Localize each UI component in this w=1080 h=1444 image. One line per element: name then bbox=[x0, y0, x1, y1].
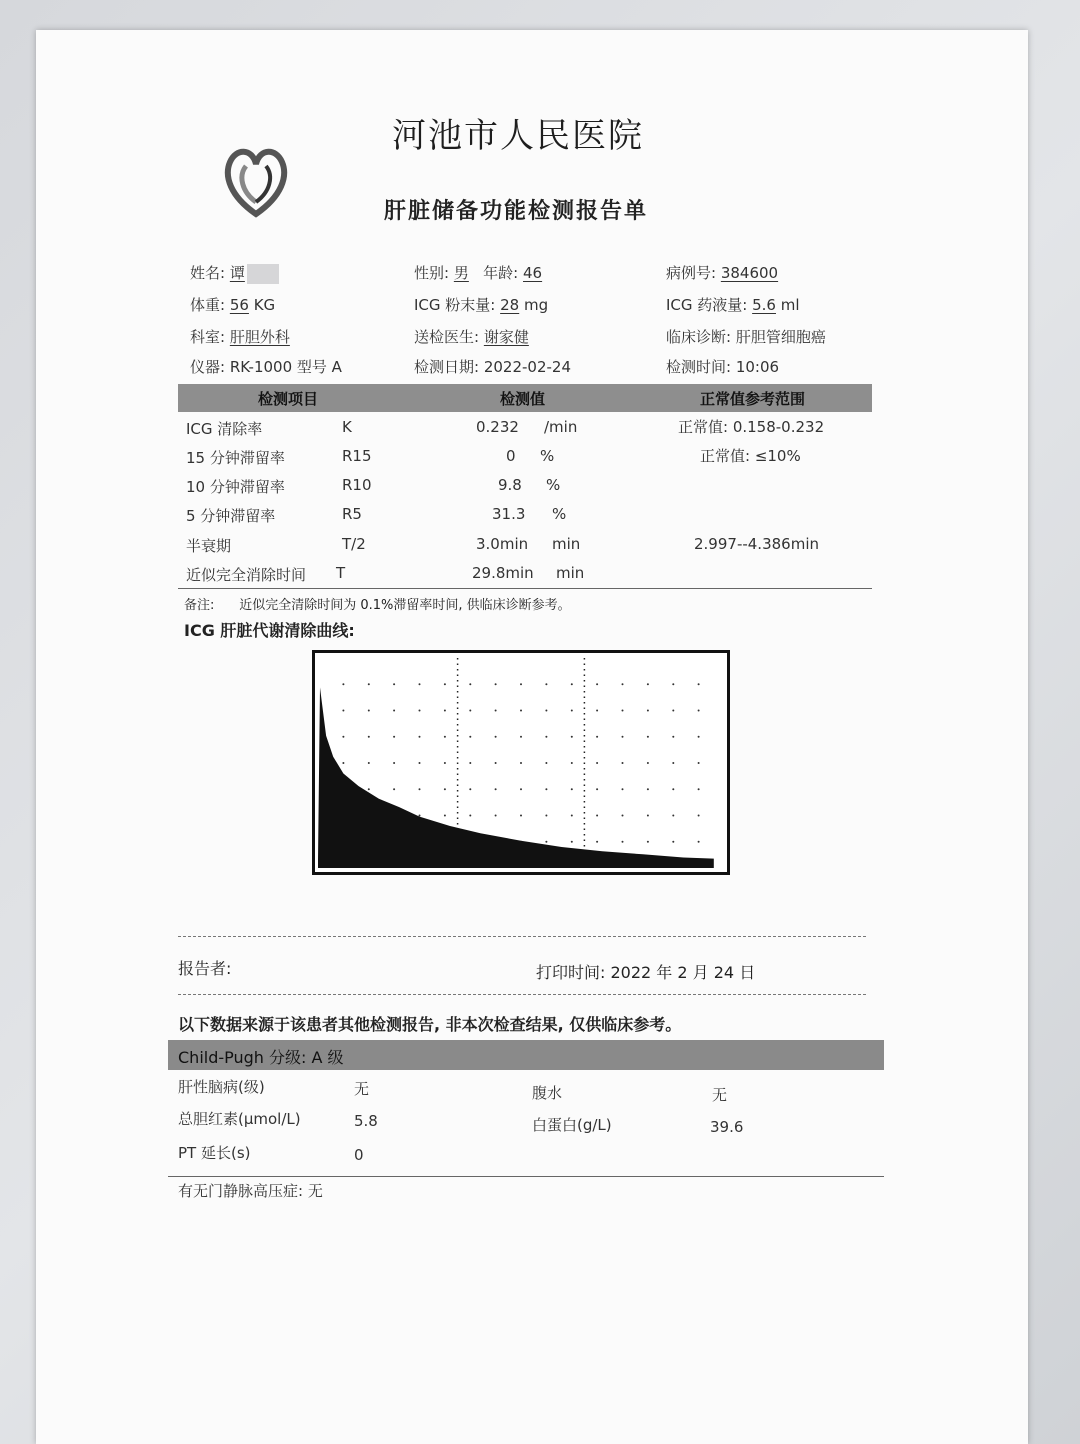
icg-clearance-chart bbox=[312, 650, 730, 875]
diagnosis-value: 肝胆管细胞癌 bbox=[735, 328, 826, 346]
sex-age-field bbox=[414, 262, 542, 283]
grid-dot bbox=[495, 815, 497, 817]
grid-dot bbox=[698, 736, 700, 738]
grid-dot bbox=[393, 736, 395, 738]
grid-dot bbox=[647, 815, 649, 817]
grid-dot bbox=[571, 815, 573, 817]
pt-value: 0 bbox=[354, 1146, 364, 1164]
results-bottom-rule bbox=[178, 588, 872, 589]
grid-dot bbox=[419, 710, 421, 712]
test-time-value: 10:06 bbox=[735, 358, 780, 376]
redaction-block bbox=[247, 264, 279, 284]
grid-dot bbox=[647, 683, 649, 685]
grid-dot bbox=[596, 683, 598, 685]
grid-dot bbox=[520, 762, 522, 764]
note-text: 近似完全清除时间为 0.1%滞留率时间, 供临床诊断参考。 bbox=[239, 598, 571, 613]
grid-dot bbox=[342, 683, 344, 685]
grid-dot bbox=[596, 710, 598, 712]
grid-dot bbox=[393, 788, 395, 790]
grid-dot bbox=[596, 762, 598, 764]
grid-dot bbox=[647, 788, 649, 790]
icg-powder-value: 28 bbox=[500, 296, 520, 314]
grid-dot bbox=[647, 736, 649, 738]
icg-powder-unit: mg bbox=[524, 296, 549, 314]
grid-dot bbox=[622, 736, 624, 738]
header-value: 检测值 bbox=[500, 390, 546, 408]
weight-label: 体重: bbox=[190, 296, 226, 314]
row-item: 半衰期 bbox=[186, 537, 232, 555]
age-label: 年龄: bbox=[483, 264, 519, 282]
dept-label: 科室: bbox=[190, 328, 226, 346]
grid-dot bbox=[368, 788, 370, 790]
dept-value: 肝胆外科 bbox=[229, 328, 290, 346]
case-no-value: 384600 bbox=[720, 264, 779, 282]
grid-dot bbox=[520, 815, 522, 817]
grid-dot bbox=[672, 710, 674, 712]
grid-dot bbox=[444, 683, 446, 685]
grid-dot bbox=[469, 788, 471, 790]
icg-powder-field bbox=[414, 294, 548, 315]
row-value: 9.8 bbox=[498, 476, 522, 494]
age-value: 46 bbox=[523, 264, 543, 282]
grid-dot bbox=[672, 762, 674, 764]
dept-field bbox=[190, 326, 290, 347]
grid-dot bbox=[469, 710, 471, 712]
test-date-label: 检测日期: bbox=[414, 358, 480, 376]
grid-dot bbox=[622, 841, 624, 843]
grid-dot bbox=[698, 815, 700, 817]
weight-field bbox=[190, 294, 275, 315]
portal-value: 无 bbox=[307, 1182, 323, 1200]
grid-dot bbox=[393, 710, 395, 712]
grid-dot bbox=[419, 815, 421, 817]
dashed-rule bbox=[178, 936, 866, 937]
grid-dot bbox=[571, 762, 573, 764]
row-code: R5 bbox=[342, 505, 362, 523]
grid-dot bbox=[672, 815, 674, 817]
grid-dot bbox=[368, 736, 370, 738]
grid-dot bbox=[672, 683, 674, 685]
grid-dot bbox=[444, 762, 446, 764]
sex-label: 性别: bbox=[414, 264, 450, 282]
row-item: 近似完全消除时间 bbox=[186, 566, 307, 584]
child-pugh-title: Child-Pugh 分级: A 级 bbox=[178, 1048, 344, 1067]
icg-liquid-value: 5.6 bbox=[752, 296, 776, 314]
print-time-field bbox=[536, 960, 755, 983]
report-title: 肝脏储备功能检测报告单 bbox=[384, 199, 649, 224]
grid-dot bbox=[368, 683, 370, 685]
grid-dot bbox=[622, 762, 624, 764]
weight-value: 56 bbox=[229, 296, 249, 314]
grid-dot bbox=[647, 710, 649, 712]
bilirubin-label: 总胆红素(μmol/L) bbox=[178, 1110, 301, 1128]
grid-dot bbox=[469, 762, 471, 764]
icg-liquid-field bbox=[666, 294, 800, 315]
row-code: R10 bbox=[342, 476, 372, 494]
grid-dot bbox=[495, 710, 497, 712]
grid-dot bbox=[571, 841, 573, 843]
grid-dot bbox=[622, 815, 624, 817]
grid-dot bbox=[571, 710, 573, 712]
instrument-value: RK-1000 型号 A bbox=[229, 358, 342, 376]
diagnosis-field bbox=[666, 326, 826, 347]
row-ref: 2.997--4.386min bbox=[694, 535, 819, 553]
row-code: K bbox=[342, 418, 352, 436]
grid-dot bbox=[596, 815, 598, 817]
grid-dot bbox=[444, 788, 446, 790]
grid-dot bbox=[545, 788, 547, 790]
grid-dot bbox=[672, 788, 674, 790]
grid-dot bbox=[545, 736, 547, 738]
grid-dot bbox=[571, 788, 573, 790]
disclaimer: 以下数据来源于该患者其他检测报告, 非本次检查结果, 仅供临床参考。 bbox=[178, 1015, 682, 1034]
grid-dot bbox=[545, 710, 547, 712]
icg-powder-label: ICG 粉末量: bbox=[414, 296, 496, 314]
patient-name-field bbox=[190, 262, 279, 284]
grid-dot bbox=[419, 683, 421, 685]
print-time-value: 2022 年 2 月 24 日 bbox=[610, 963, 756, 982]
grid-dot bbox=[698, 788, 700, 790]
sex-value: 男 bbox=[453, 264, 469, 282]
case-no-label: 病例号: bbox=[666, 264, 717, 282]
grid-dot bbox=[672, 736, 674, 738]
grid-dot bbox=[495, 736, 497, 738]
name-label: 姓名: bbox=[190, 264, 226, 282]
row-item: ICG 清除率 bbox=[186, 420, 263, 438]
portal-label: 有无门静脉高压症: bbox=[178, 1182, 304, 1200]
note bbox=[184, 594, 571, 613]
row-item: 15 分钟滞留率 bbox=[186, 449, 285, 467]
grid-dot bbox=[419, 788, 421, 790]
grid-dot bbox=[342, 736, 344, 738]
grid-dot bbox=[698, 683, 700, 685]
grid-dot bbox=[698, 710, 700, 712]
row-value: 31.3 bbox=[492, 505, 526, 523]
header-item: 检测项目 bbox=[258, 390, 319, 408]
ascites-label: 腹水 bbox=[532, 1084, 563, 1102]
reporter-label: 报告者: bbox=[178, 959, 232, 978]
grid-dot bbox=[520, 710, 522, 712]
grid-dot bbox=[596, 841, 598, 843]
heart-ribbon-logo bbox=[220, 136, 292, 226]
grid-dot bbox=[596, 736, 598, 738]
icg-liquid-unit: ml bbox=[780, 296, 800, 314]
row-unit: min bbox=[552, 535, 581, 553]
grid-dot bbox=[520, 736, 522, 738]
albumin-value: 39.6 bbox=[710, 1118, 744, 1136]
grid-dot bbox=[342, 762, 344, 764]
grid-dot bbox=[698, 762, 700, 764]
child-pugh-band bbox=[168, 1040, 884, 1070]
row-value: 3.0min bbox=[476, 535, 529, 553]
grid-dot bbox=[419, 762, 421, 764]
header-reference: 正常值参考范围 bbox=[700, 390, 806, 408]
row-code: R15 bbox=[342, 447, 372, 465]
hospital-name: 河池市人民医院 bbox=[392, 116, 644, 156]
grid-dot bbox=[672, 841, 674, 843]
row-value: 0 bbox=[506, 447, 516, 465]
grid-dot bbox=[571, 736, 573, 738]
grid-dot bbox=[520, 788, 522, 790]
grid-dot bbox=[393, 762, 395, 764]
grid-dot bbox=[520, 683, 522, 685]
grid-dot bbox=[444, 736, 446, 738]
grid-dot bbox=[342, 710, 344, 712]
grid-dot bbox=[495, 788, 497, 790]
curve-title: ICG 肝脏代谢清除曲线: bbox=[184, 621, 355, 640]
row-code: T/2 bbox=[342, 535, 366, 553]
test-time-field bbox=[666, 356, 779, 377]
instrument-field bbox=[190, 356, 342, 377]
he-label: 肝性脑病(级) bbox=[178, 1078, 265, 1096]
instrument-label: 仪器: bbox=[190, 358, 226, 376]
grid-dot bbox=[393, 683, 395, 685]
icg-liquid-label: ICG 药液量: bbox=[666, 296, 748, 314]
report-paper bbox=[36, 30, 1028, 1444]
row-unit: % bbox=[552, 505, 567, 523]
dashed-rule bbox=[178, 994, 866, 995]
grid-dot bbox=[545, 841, 547, 843]
grid-dot bbox=[698, 841, 700, 843]
row-code: T bbox=[336, 564, 346, 582]
note-label: 备注: bbox=[184, 598, 215, 613]
ascites-value: 无 bbox=[712, 1086, 728, 1104]
grid-dot bbox=[647, 841, 649, 843]
grid-dot bbox=[647, 762, 649, 764]
grid-dot bbox=[622, 710, 624, 712]
print-time-label: 打印时间: bbox=[536, 963, 606, 982]
grid-dot bbox=[545, 762, 547, 764]
grid-dot bbox=[545, 683, 547, 685]
grid-dot bbox=[495, 683, 497, 685]
row-unit: % bbox=[546, 476, 561, 494]
row-unit: % bbox=[540, 447, 555, 465]
pt-label: PT 延长(s) bbox=[178, 1144, 251, 1162]
row-unit: min bbox=[556, 564, 585, 582]
grid-dot bbox=[571, 683, 573, 685]
doctor-value: 谢家健 bbox=[483, 328, 529, 346]
diagnosis-label: 临床诊断: bbox=[666, 328, 732, 346]
test-date-value: 2022-02-24 bbox=[483, 358, 572, 376]
he-value: 无 bbox=[354, 1080, 370, 1098]
grid-dot bbox=[469, 683, 471, 685]
results-table-header bbox=[178, 384, 872, 412]
row-item: 5 分钟滞留率 bbox=[186, 507, 276, 525]
grid-dot bbox=[469, 736, 471, 738]
row-value: 0.232 bbox=[476, 418, 519, 436]
grid-dot bbox=[368, 762, 370, 764]
grid-dot bbox=[444, 815, 446, 817]
doctor-label: 送检医生: bbox=[414, 328, 480, 346]
grid-dot bbox=[419, 736, 421, 738]
bilirubin-value: 5.8 bbox=[354, 1112, 378, 1130]
portal-field bbox=[178, 1180, 323, 1201]
test-date-field bbox=[414, 356, 571, 377]
albumin-label: 白蛋白(g/L) bbox=[532, 1116, 612, 1134]
grid-dot bbox=[622, 788, 624, 790]
row-ref: 正常值: ≤10% bbox=[700, 447, 801, 465]
child-pugh-bottom-rule bbox=[168, 1176, 884, 1177]
case-no-field bbox=[666, 262, 778, 283]
test-time-label: 检测时间: bbox=[666, 358, 732, 376]
grid-dot bbox=[495, 762, 497, 764]
row-unit: /min bbox=[544, 418, 578, 436]
name-value: 谭 bbox=[229, 264, 245, 282]
row-ref: 正常值: 0.158-0.232 bbox=[678, 418, 825, 436]
grid-dot bbox=[622, 683, 624, 685]
weight-unit: KG bbox=[253, 296, 276, 314]
grid-dot bbox=[444, 710, 446, 712]
doctor-field bbox=[414, 326, 529, 347]
grid-dot bbox=[469, 815, 471, 817]
grid-dot bbox=[368, 710, 370, 712]
grid-dot bbox=[596, 788, 598, 790]
row-item: 10 分钟滞留率 bbox=[186, 478, 285, 496]
row-value: 29.8min bbox=[472, 564, 534, 582]
grid-dot bbox=[545, 815, 547, 817]
